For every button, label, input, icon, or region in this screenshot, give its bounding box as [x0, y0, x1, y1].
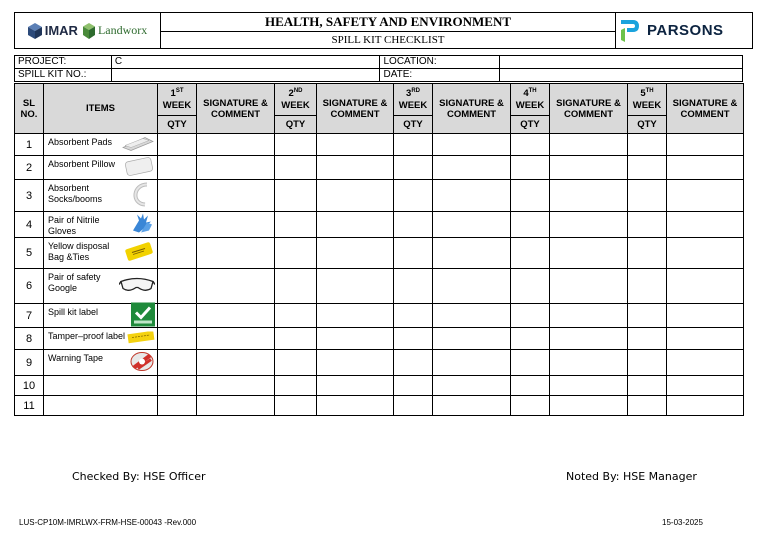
items-header: ITEMS — [44, 84, 158, 134]
week-5-qty-cell[interactable] — [628, 180, 667, 212]
parsons-wordmark: PARSONS — [647, 22, 724, 39]
week-5-qty-header: QTY — [628, 116, 667, 134]
row-item — [44, 212, 158, 238]
week-2-qty-cell[interactable] — [275, 134, 317, 156]
week-4-qty-cell[interactable] — [511, 376, 550, 396]
table-row — [15, 212, 744, 238]
week-5-signature-cell[interactable] — [667, 180, 744, 212]
week-5-signature-cell[interactable] — [667, 212, 744, 238]
week-5-signature-cell[interactable] — [667, 396, 744, 416]
week-1-signature-cell[interactable] — [197, 134, 275, 156]
week-4-qty-header: QTY — [511, 116, 550, 134]
row-sl-no: 9 — [15, 350, 44, 376]
document-reference: LUS-CP10M-IMRLWX-FRM-HSE-00043 -Rev.000 — [19, 518, 197, 527]
date-label: DATE: — [380, 69, 500, 82]
week-3-qty-cell[interactable] — [394, 156, 433, 180]
week-1-signature-header: SIGNATURE & COMMENT — [197, 84, 275, 134]
row-sl-no: 3 — [15, 180, 44, 212]
week-2-signature-cell[interactable] — [317, 269, 394, 304]
week-5-signature-cell[interactable] — [667, 350, 744, 376]
week-1-qty-cell[interactable] — [158, 212, 197, 238]
week-2-signature-cell[interactable] — [317, 376, 394, 396]
table-row — [15, 304, 744, 328]
week-1-signature-cell[interactable] — [197, 212, 275, 238]
item-label: Yellow disposal Bag &Ties — [48, 241, 110, 262]
week-1-signature-cell[interactable] — [197, 180, 275, 212]
location-label: LOCATION: — [380, 56, 500, 69]
week-1-qty-header: QTY — [158, 116, 197, 134]
week-4-signature-cell[interactable] — [550, 134, 628, 156]
week-2-qty-cell[interactable] — [275, 396, 317, 416]
safety-goggles-icon — [119, 274, 155, 299]
week-3-qty-cell[interactable] — [394, 396, 433, 416]
week-5-qty-cell[interactable] — [628, 328, 667, 350]
week-5-signature-cell[interactable] — [667, 269, 744, 304]
parsons-logo — [615, 13, 752, 48]
week-2-signature-cell[interactable] — [317, 328, 394, 350]
spill-kit-no-label: SPILL KIT NO.: — [15, 69, 112, 82]
week-3-signature-cell[interactable] — [433, 238, 511, 269]
week-4-signature-cell[interactable] — [550, 212, 628, 238]
week-2-qty-header: QTY — [275, 116, 317, 134]
table-row — [15, 134, 744, 156]
week-1-signature-cell[interactable] — [197, 238, 275, 269]
week-3-signature-cell[interactable] — [433, 304, 511, 328]
week-3-signature-cell[interactable] — [433, 134, 511, 156]
week-1-qty-cell[interactable] — [158, 328, 197, 350]
week-4-qty-cell[interactable] — [511, 304, 550, 328]
row-item — [44, 376, 158, 396]
checked-by: Checked By: HSE Officer — [72, 470, 206, 483]
week-1-qty-cell[interactable] — [158, 269, 197, 304]
row-sl-no: 11 — [15, 396, 44, 416]
week-1-qty-cell[interactable] — [158, 156, 197, 180]
week-4-qty-cell[interactable] — [511, 180, 550, 212]
row-item — [44, 396, 158, 416]
row-sl-no: 7 — [15, 304, 44, 328]
week-3-qty-header: QTY — [394, 116, 433, 134]
week-2-qty-cell[interactable] — [275, 212, 317, 238]
week-2-signature-cell[interactable] — [317, 134, 394, 156]
row-sl-no: 6 — [15, 269, 44, 304]
week-3-qty-cell[interactable] — [394, 376, 433, 396]
week-1-qty-cell[interactable] — [158, 238, 197, 269]
landworx-cube-icon — [83, 23, 95, 39]
week-3-signature-cell[interactable] — [433, 156, 511, 180]
week-3-signature-cell[interactable] — [433, 350, 511, 376]
item-label: Absorbent Socks/booms — [48, 183, 103, 204]
week-4-qty-cell[interactable] — [511, 156, 550, 180]
tamper-label-icon — [127, 331, 155, 346]
week-5-signature-cell[interactable] — [667, 134, 744, 156]
project-label: PROJECT: — [15, 56, 112, 69]
week-3-qty-cell[interactable] — [394, 269, 433, 304]
week-4-signature-cell[interactable] — [550, 396, 628, 416]
nitrile-gloves-icon — [129, 212, 155, 237]
week-1-signature-cell[interactable] — [197, 396, 275, 416]
item-label: Pair of Nitrile Gloves — [48, 215, 100, 236]
week-1-header: 1ST WEEK — [158, 84, 197, 116]
week-3-signature-cell[interactable] — [433, 396, 511, 416]
project-info-table — [14, 55, 743, 82]
row-item — [44, 269, 158, 304]
project-field[interactable]: C — [111, 56, 380, 69]
week-4-qty-cell[interactable] — [511, 238, 550, 269]
item-label: Absorbent Pads — [48, 137, 113, 147]
week-1-signature-cell[interactable] — [197, 328, 275, 350]
week-2-signature-cell[interactable] — [317, 304, 394, 328]
week-3-qty-cell[interactable] — [394, 180, 433, 212]
week-2-signature-cell[interactable] — [317, 156, 394, 180]
item-label: Absorbent Pillow — [48, 159, 116, 169]
week-4-signature-cell[interactable] — [550, 328, 628, 350]
document-title: HEALTH, SAFETY AND ENVIRONMENT — [161, 13, 615, 32]
week-2-signature-header: SIGNATURE & COMMENT — [317, 84, 394, 134]
week-5-qty-cell[interactable] — [628, 212, 667, 238]
noted-by: Noted By: HSE Manager — [566, 470, 697, 483]
week-4-qty-cell[interactable] — [511, 269, 550, 304]
week-2-signature-cell[interactable] — [317, 350, 394, 376]
week-3-qty-cell[interactable] — [394, 212, 433, 238]
row-item — [44, 238, 158, 269]
week-3-qty-cell[interactable] — [394, 238, 433, 269]
week-3-header: 3RD WEEK — [394, 84, 433, 116]
row-sl-no: 8 — [15, 328, 44, 350]
week-4-qty-cell[interactable] — [511, 328, 550, 350]
week-2-qty-cell[interactable] — [275, 328, 317, 350]
week-2-signature-cell[interactable] — [317, 238, 394, 269]
row-item — [44, 134, 158, 156]
week-4-qty-cell[interactable] — [511, 134, 550, 156]
row-sl-no: 5 — [15, 238, 44, 269]
location-field[interactable] — [500, 56, 743, 69]
week-3-qty-cell[interactable] — [394, 350, 433, 376]
week-1-qty-cell[interactable] — [158, 134, 197, 156]
table-row — [15, 350, 744, 376]
week-4-signature-header: SIGNATURE & COMMENT — [550, 84, 628, 134]
week-5-signature-cell[interactable] — [667, 328, 744, 350]
sl-no-header: SL NO. — [15, 84, 44, 134]
week-2-qty-cell[interactable] — [275, 304, 317, 328]
week-3-qty-cell[interactable] — [394, 328, 433, 350]
week-4-signature-cell[interactable] — [550, 304, 628, 328]
week-2-signature-cell[interactable] — [317, 180, 394, 212]
week-1-qty-cell[interactable] — [158, 376, 197, 396]
week-2-signature-cell[interactable] — [317, 396, 394, 416]
week-3-signature-cell[interactable] — [433, 180, 511, 212]
week-2-qty-cell[interactable] — [275, 156, 317, 180]
row-sl-no: 10 — [15, 376, 44, 396]
week-3-signature-cell[interactable] — [433, 376, 511, 396]
week-5-signature-cell[interactable] — [667, 304, 744, 328]
week-4-header: 4TH WEEK — [511, 84, 550, 116]
absorbent-sock-icon — [125, 181, 155, 210]
landworx-wordmark: Landworx — [97, 23, 148, 37]
week-1-signature-cell[interactable] — [197, 156, 275, 180]
week-5-signature-cell[interactable] — [667, 238, 744, 269]
item-label: Spill kit label — [48, 307, 99, 317]
table-row — [15, 328, 744, 350]
week-2-qty-cell[interactable] — [275, 376, 317, 396]
row-sl-no: 4 — [15, 212, 44, 238]
week-4-signature-cell[interactable] — [550, 269, 628, 304]
week-2-qty-cell[interactable] — [275, 269, 317, 304]
week-3-signature-header: SIGNATURE & COMMENT — [433, 84, 511, 134]
week-5-signature-header: SIGNATURE & COMMENT — [667, 84, 744, 134]
week-2-qty-cell[interactable] — [275, 350, 317, 376]
week-5-qty-cell[interactable] — [628, 134, 667, 156]
week-1-qty-cell[interactable] — [158, 180, 197, 212]
week-3-signature-cell[interactable] — [433, 328, 511, 350]
week-1-signature-cell[interactable] — [197, 376, 275, 396]
week-3-qty-cell[interactable] — [394, 134, 433, 156]
week-5-qty-cell[interactable] — [628, 304, 667, 328]
imar-landworx-logo — [15, 13, 161, 48]
week-5-qty-cell[interactable] — [628, 350, 667, 376]
row-item — [44, 304, 158, 328]
warning-tape-icon — [129, 350, 155, 375]
week-3-signature-cell[interactable] — [433, 212, 511, 238]
table-row — [15, 269, 744, 304]
spill-kit-label-icon — [131, 302, 155, 329]
imar-wordmark: IMAR — [44, 23, 78, 38]
week-1-signature-cell[interactable] — [197, 350, 275, 376]
week-4-qty-cell[interactable] — [511, 212, 550, 238]
item-label: Warning Tape — [48, 353, 104, 363]
week-5-header: 5TH WEEK — [628, 84, 667, 116]
week-5-qty-cell[interactable] — [628, 396, 667, 416]
week-1-qty-cell[interactable] — [158, 396, 197, 416]
week-1-qty-cell[interactable] — [158, 304, 197, 328]
week-3-qty-cell[interactable] — [394, 304, 433, 328]
row-item — [44, 180, 158, 212]
week-1-signature-cell[interactable] — [197, 304, 275, 328]
week-4-signature-cell[interactable] — [550, 376, 628, 396]
table-row — [15, 238, 744, 269]
table-row — [15, 180, 744, 212]
row-sl-no: 1 — [15, 134, 44, 156]
document-subtitle: SPILL KIT CHECKLIST — [331, 34, 445, 46]
absorbent-pad-icon — [121, 135, 155, 154]
week-5-signature-cell[interactable] — [667, 156, 744, 180]
row-item — [44, 328, 158, 350]
week-5-qty-cell[interactable] — [628, 269, 667, 304]
week-5-qty-cell[interactable] — [628, 376, 667, 396]
week-4-signature-cell[interactable] — [550, 156, 628, 180]
table-row — [15, 376, 744, 396]
week-5-qty-cell[interactable] — [628, 156, 667, 180]
document-date: 15-03-2025 — [662, 518, 703, 527]
week-1-signature-cell[interactable] — [197, 269, 275, 304]
disposal-bag-icon — [123, 242, 155, 265]
document-header — [14, 12, 753, 49]
week-4-signature-cell[interactable] — [550, 238, 628, 269]
table-row — [15, 156, 744, 180]
absorbent-pillow-icon — [123, 156, 155, 179]
week-4-signature-cell[interactable] — [550, 180, 628, 212]
week-2-qty-cell[interactable] — [275, 238, 317, 269]
row-sl-no: 2 — [15, 156, 44, 180]
week-4-qty-cell[interactable] — [511, 396, 550, 416]
week-5-signature-cell[interactable] — [667, 376, 744, 396]
imar-cube-icon — [28, 23, 42, 39]
parsons-mark-icon — [619, 18, 641, 44]
week-3-signature-cell[interactable] — [433, 269, 511, 304]
week-4-qty-cell[interactable] — [511, 350, 550, 376]
table-row — [15, 396, 744, 416]
spill-kit-no-field[interactable] — [111, 69, 380, 82]
week-5-qty-cell[interactable] — [628, 238, 667, 269]
week-4-signature-cell[interactable] — [550, 350, 628, 376]
spill-kit-checklist-table — [14, 83, 744, 416]
item-label: Pair of safety Google — [48, 272, 101, 293]
row-item — [44, 156, 158, 180]
item-label: Tamper–proof label — [48, 331, 126, 341]
row-item — [44, 350, 158, 376]
header-title-block — [161, 13, 616, 48]
date-field[interactable] — [500, 69, 743, 82]
week-1-qty-cell[interactable] — [158, 350, 197, 376]
week-2-signature-cell[interactable] — [317, 212, 394, 238]
week-2-qty-cell[interactable] — [275, 180, 317, 212]
week-2-header: 2ND WEEK — [275, 84, 317, 116]
